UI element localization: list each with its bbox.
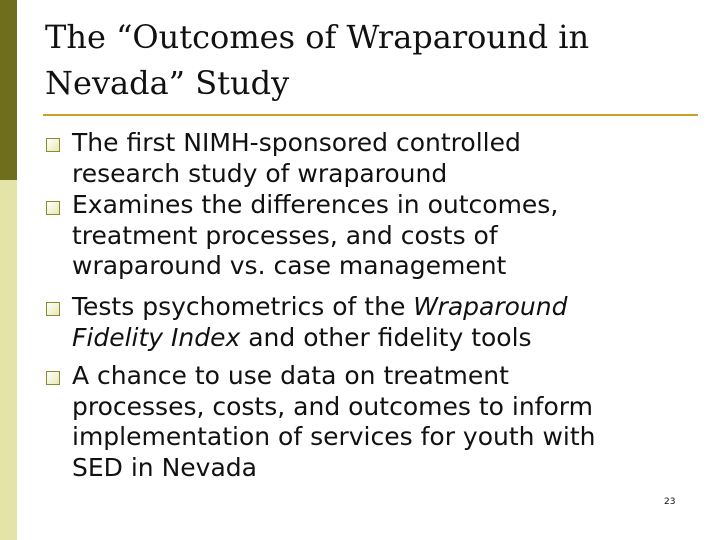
- bullet-3-line-1: [72, 292, 692, 323]
- bullet-3-line-2-italic: Fidelity Index: [72, 322, 241, 352]
- bullet-2-line-2: treatment processes, and costs of: [72, 220, 498, 250]
- square-bullet-icon: [46, 371, 60, 385]
- slide-title-line-1: The “Outcomes of Wraparound in: [45, 18, 590, 56]
- bullet-4-line-1: A chance to use data on treatment: [72, 361, 509, 390]
- slide-title-line-2: Nevada” Study: [45, 64, 290, 102]
- bullet-2-line-3: wraparound vs. case management: [72, 251, 507, 281]
- bullet-text-1: [72, 128, 692, 189]
- square-bullet-icon: [46, 138, 60, 152]
- bullet-text-3: [72, 292, 692, 353]
- bullet-text-2: [72, 190, 692, 282]
- sidebar-accent-light: [0, 180, 17, 540]
- bullet-3-line-1-italic: Wraparound: [413, 292, 568, 321]
- bullet-4-line-4: SED in Nevada: [72, 452, 257, 482]
- square-bullet-icon: [46, 302, 60, 316]
- square-bullet-icon: [46, 201, 60, 215]
- bullet-2-line-1: Examines the differences in outcomes,: [72, 190, 559, 219]
- bullet-3-line-2: [72, 323, 692, 354]
- bullet-4-line-3: implementation of services for youth with: [72, 422, 596, 452]
- bullet-4-line-2: processes, costs, and outcomes to inform: [72, 391, 593, 421]
- bullet-3-line-1-prefix: Tests psychometrics of the: [72, 292, 414, 321]
- slide-title: [45, 14, 685, 106]
- bullet-1-line-1: The first NIMH-sponsored controlled: [72, 128, 521, 157]
- title-divider: [43, 114, 698, 116]
- bullet-text-4: [72, 361, 692, 483]
- bullet-3-line-2-suffix: and other fidelity tools: [240, 322, 532, 352]
- page-number: 23: [664, 497, 676, 507]
- bullet-1-line-2: research study of wraparound: [72, 158, 448, 188]
- sidebar-accent-dark: [0, 0, 17, 180]
